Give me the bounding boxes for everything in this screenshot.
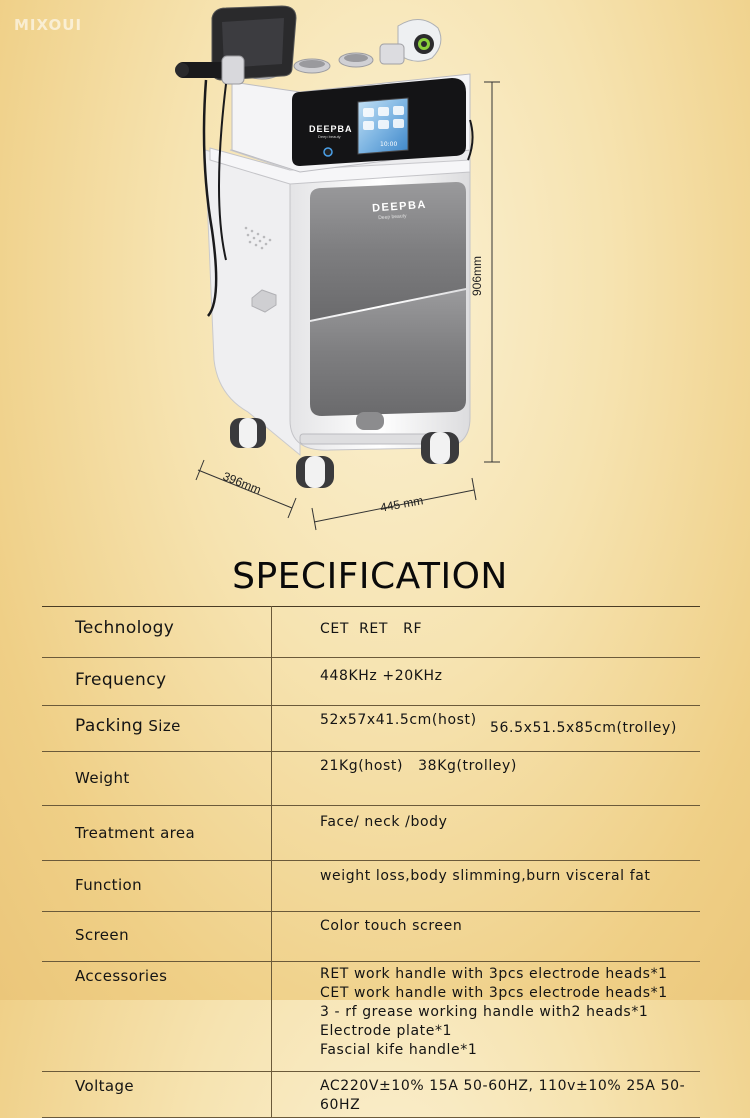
- table-row: [42, 1072, 700, 1118]
- dimension-height-line: [484, 82, 500, 462]
- screen-readout: 10:00: [380, 141, 398, 148]
- specification-table: [42, 606, 700, 1118]
- dimension-height-label: 906mm: [470, 255, 484, 296]
- brand-subtitle-host: Deep beauty: [318, 134, 341, 139]
- wheel-front-left: [296, 456, 334, 488]
- machine-illustration: [0, 0, 750, 540]
- work-handle-left: [175, 56, 244, 84]
- row-label-function: Function: [42, 861, 272, 912]
- wheel-rear-center: [356, 412, 384, 430]
- packing-trolley-value: 56.5x51.5x85cm(trolley): [490, 720, 677, 736]
- svg-text:Deep beauty: Deep beauty: [378, 213, 407, 222]
- table-row: [42, 912, 700, 962]
- row-label-treatment-area: Treatment area: [42, 806, 272, 861]
- brand-logo-host: DEEPBA: [309, 124, 353, 134]
- brand-logo-front: DEEPBA: [371, 198, 428, 215]
- dimension-width-label: 445 mm: [379, 493, 425, 515]
- row-label-frequency: Frequency: [42, 658, 272, 706]
- table-row: [42, 861, 700, 912]
- accessory-item: Fascial kife handle*1: [320, 1042, 478, 1058]
- row-value-treatment-area: Face/ neck /body: [272, 806, 701, 861]
- row-label-technology: Technology: [42, 607, 272, 658]
- table-row: [42, 706, 700, 752]
- wheel-front-right: [421, 432, 459, 464]
- accessory-item: 3 - rf grease working handle with2 heads*1: [320, 1004, 649, 1020]
- row-label-accessories: Accessories: [42, 962, 272, 1072]
- table-row: [42, 962, 700, 1072]
- power-button: [324, 148, 332, 156]
- accessory-item: CET work handle with 3pcs electrode heads*1: [320, 985, 668, 1001]
- watermark-logo: MIXOUI: [14, 16, 83, 34]
- accessory-item: Electrode plate*1: [320, 1023, 453, 1039]
- table-row: [42, 752, 700, 806]
- table-row: [42, 607, 700, 658]
- row-value-weight: 21Kg(host) 38Kg(trolley): [272, 752, 701, 806]
- row-label-screen: Screen: [42, 912, 272, 962]
- packing-label-suffix: Size: [143, 717, 181, 735]
- accessory-item: RET work handle with 3pcs electrode heads*1: [320, 966, 668, 982]
- packing-label-main: Packing: [75, 716, 144, 736]
- row-value-technology: CET RET RF: [272, 607, 701, 658]
- row-label-packing-size: [42, 706, 272, 752]
- row-value-accessories: [272, 962, 701, 1072]
- row-value-frequency: 448KHz +20KHz: [272, 658, 701, 706]
- row-value-function: weight loss,body slimming,burn visceral fat: [272, 861, 701, 912]
- table-row: [42, 658, 700, 706]
- row-label-voltage: Voltage: [42, 1072, 272, 1118]
- row-value-screen: Color touch screen: [272, 912, 701, 962]
- work-handle-right: [380, 19, 441, 64]
- page-title: SPECIFICATION: [232, 556, 508, 597]
- row-value-packing-size: [272, 706, 701, 752]
- packing-host-value: 52x57x41.5cm(host): [320, 712, 477, 728]
- wheel-rear-left: [230, 418, 266, 448]
- dimension-depth-label: 396mm: [220, 469, 264, 497]
- row-value-voltage: AC220V±10% 15A 50-60HZ, 110v±10% 25A 50-60HZ: [272, 1072, 701, 1118]
- row-label-weight: Weight: [42, 752, 272, 806]
- table-row: [42, 806, 700, 861]
